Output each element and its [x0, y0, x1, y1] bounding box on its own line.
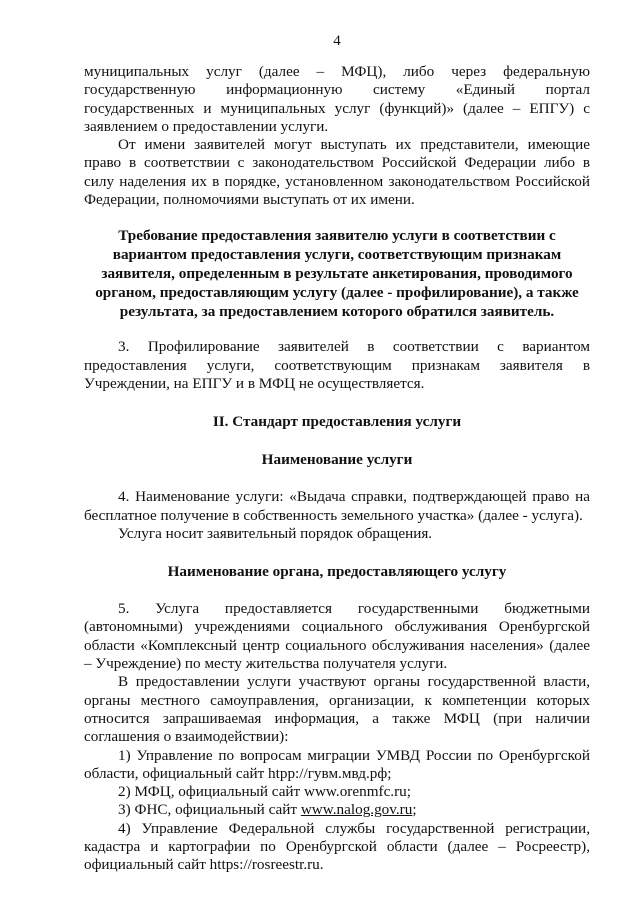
heading-profiling-requirement: Требование предоставления заявителю услуги в соответствии с вариантом предоставления услуги, соответствующим признакам заявителя, определенным в результате анкетирования, проводимого органом, предоставляющим услугу (далее - профилирование), а также результата, за предоставлением которого обратился заявитель. [95, 227, 579, 321]
heading-providing-authority: Наименование органа, предоставляющего услугу [167, 563, 507, 581]
list-item-mfc [84, 783, 590, 801]
paragraph-participants: В предоставлении услуги участвуют органы государственной власти, органы местного самоуправления, организации, к компетенции которых относится запрашиваемая информация, а также МФЦ (при наличии соглашения о взаимодействии): [84, 673, 590, 746]
heading-section-ii: II. Стандарт предоставления услуги [212, 413, 462, 431]
paragraph-5-provider: 5. Услуга предоставляется государственными бюджетными (автономными) учреждениями социального обслуживания Оренбургской области «Комплексный центр социального обслуживания населения» (далее – Учреждение) по месту жительства получателя услуги. [84, 600, 590, 673]
paragraph-3-profiling: 3. Профилирование заявителей в соответствии с вариантом предоставления услуги, соответствующим признакам заявителя в Учреждении, на ЕПГУ и в МФЦ не осуществляется. [84, 338, 590, 392]
list-item-fns-suffix: ; [412, 801, 417, 819]
paragraph-4-service-name: 4. Наименование услуги: «Выдача справки, подтверждающей право на бесплатное получение в собственность земельного участка» (далее - услуга). [84, 488, 590, 524]
list-item-rosreestr: 4) Управление Федеральной службы государственной регистрации, кадастра и картографии по Оренбургской области (далее – Росреестр), официальный сайт https://rosreestr.ru. [84, 819, 590, 874]
list-item-fns [84, 801, 590, 819]
paragraph-application-order: Услуга носит заявительный порядок обращения. [118, 524, 433, 542]
list-item-migration-office: 1) Управление по вопросам миграции УМВД России по Оренбургской области, официальный сайт htpp://гувм.мвд.рф; [84, 746, 590, 782]
list-item-mfc-text: 2) МФЦ, официальный сайт [118, 783, 304, 801]
paragraph-representatives: От имени заявителей могут выступать их представители, имеющие право в соответствии с законодательством Российской Федерации либо в силу наделения их в порядке, установленном законодательством Российской Федерации, полномочиями выступать от их имени. [84, 136, 590, 209]
paragraph-mfc-epgu: муниципальных услуг (далее – МФЦ), либо через федеральную государственную информационную систему «Единый портал государственных и муниципальных услуг (функций)» (далее – ЕПГУ) с заявлением о предоставлении услуги. [84, 63, 590, 135]
page-number: 4 [333, 33, 341, 49]
list-item-fns-text: 3) ФНС, официальный сайт [118, 801, 301, 819]
heading-service-name: Наименование услуги [261, 451, 413, 469]
document-page [84, 32, 590, 875]
link-orenmfc[interactable]: www.orenmfc.ru; [304, 783, 411, 801]
link-nalog[interactable]: www.nalog.gov.ru [300, 801, 413, 819]
